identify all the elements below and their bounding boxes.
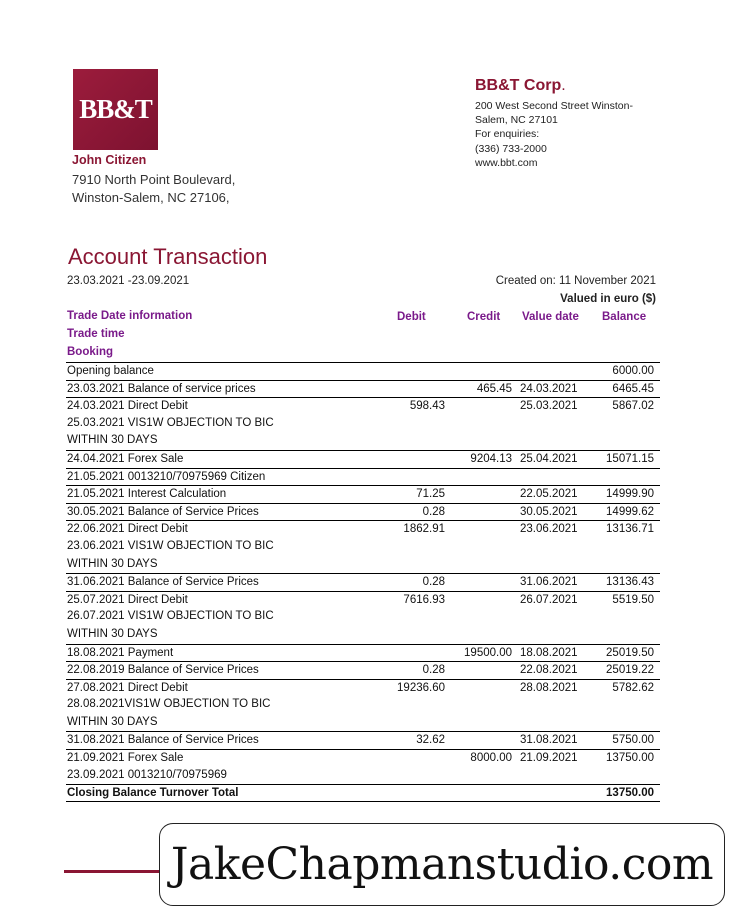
row-balance: 5867.02 [612, 400, 654, 413]
watermark-banner [159, 823, 725, 906]
bank-name-text: BB&T Corp [475, 77, 562, 94]
bank-address-line1: 200 West Second Street Winston- [475, 100, 633, 112]
table-row [66, 679, 660, 697]
column-header-value-date: Value date [522, 311, 579, 323]
row-description: 25.03.2021 VIS1W OBJECTION TO BIC [67, 416, 274, 429]
row-description: WITHIN 30 DAYS [67, 627, 158, 640]
row-debit: 0.28 [422, 505, 445, 518]
column-header-balance: Balance [602, 311, 647, 323]
row-balance: 5750.00 [612, 734, 654, 747]
row-value-date: 25.03.2021 [520, 400, 578, 413]
column-header-trade-time: Trade time [67, 328, 125, 340]
row-balance: 6465.45 [612, 382, 654, 395]
table-row [66, 573, 660, 591]
bank-enquiries-label: For enquiries: [475, 128, 540, 141]
row-balance: 15071.15 [606, 452, 654, 465]
bank-phone: (336) 733-2000 [475, 142, 547, 155]
watermark-text: JakeChapmanstudio.com [170, 839, 714, 890]
table-row [66, 556, 660, 574]
table-row [66, 520, 660, 538]
statement-period: 23.03.2021 -23.09.2021 [67, 275, 190, 287]
row-balance: 25019.50 [606, 646, 654, 659]
row-debit: 598.43 [409, 400, 445, 413]
row-description: 26.07.2021 VIS1W OBJECTION TO BIC [67, 610, 274, 623]
row-debit: 0.28 [422, 576, 445, 589]
row-debit: 32.62 [416, 734, 445, 747]
table-row [66, 485, 660, 503]
row-debit: 7616.93 [403, 593, 445, 606]
customer-address-line1: 7910 North Point Boulevard, [72, 172, 236, 187]
table-row [66, 380, 660, 398]
row-balance: 6000.00 [612, 365, 654, 377]
table-row [66, 397, 660, 415]
row-value-date: 21.09.2021 [520, 752, 578, 765]
row-value-date: 28.08.2021 [520, 681, 578, 694]
row-description: WITHIN 30 DAYS [67, 557, 158, 570]
row-description: 25.07.2021 Direct Debit [67, 593, 188, 606]
row-balance: 14999.62 [606, 505, 654, 518]
row-balance: 13136.43 [606, 576, 654, 589]
customer-address-line2: Winston-Salem, NC 27106, [72, 190, 230, 205]
table-row [66, 538, 660, 556]
row-debit: 71.25 [416, 488, 445, 501]
bank-name-suffix: . [561, 77, 566, 94]
table-row [66, 608, 660, 626]
bank-website: www.bbt.com [475, 156, 538, 169]
table-row [66, 450, 660, 468]
bank-name [475, 77, 566, 95]
bank-contact-info [475, 99, 655, 170]
row-description: 18.08.2021 Payment [67, 646, 174, 659]
table-row [66, 714, 660, 732]
row-credit: 465.45 [476, 382, 512, 395]
table-row [66, 749, 660, 767]
table-row [66, 468, 660, 486]
bbt-logo [73, 69, 158, 150]
valued-in: Valued in euro ($) [560, 293, 656, 305]
row-credit: 19500.00 [464, 646, 512, 659]
row-value-date: 31.08.2021 [520, 734, 578, 747]
row-value-date: 26.07.2021 [520, 593, 578, 606]
row-balance: 13136.71 [606, 523, 654, 536]
row-description: 23.03.2021 Balance of service prices [67, 382, 256, 395]
row-description: 31.06.2021 Balance of Service Prices [67, 576, 259, 589]
row-value-date: 25.04.2021 [520, 452, 578, 465]
footer-rule [64, 870, 164, 873]
row-value-date: 22.05.2021 [520, 488, 578, 501]
column-header-trade-date: Trade Date information [67, 310, 193, 322]
created-on: Created on: 11 November 2021 [495, 275, 656, 287]
row-description: 27.08.2021 Direct Debit [67, 681, 188, 694]
table-row [66, 591, 660, 609]
row-credit: 9204.13 [470, 452, 512, 465]
table-row [66, 503, 660, 521]
row-value-date: 31.06.2021 [520, 576, 578, 589]
table-row [66, 661, 660, 679]
row-debit: 0.28 [422, 664, 445, 677]
row-value-date: 22.08.2021 [520, 664, 578, 677]
table-row [66, 626, 660, 644]
row-description: WITHIN 30 DAYS [67, 715, 158, 728]
row-value-date: 18.08.2021 [520, 646, 578, 659]
row-description: Closing Balance Turnover Total [67, 787, 239, 800]
row-description: 31.08.2021 Balance of Service Prices [67, 734, 259, 747]
customer-name: John Citizen [72, 153, 147, 167]
table-row [66, 362, 660, 380]
row-debit: 1862.91 [403, 523, 445, 536]
row-description: 22.06.2021 Direct Debit [67, 523, 188, 536]
customer-address [72, 171, 235, 207]
closing-balance-row [66, 784, 660, 802]
row-description: 21.09.2021 Forex Sale [67, 752, 184, 765]
table-row [66, 432, 660, 450]
row-description: 24.03.2021 Direct Debit [67, 400, 188, 413]
table-row [66, 767, 660, 785]
row-balance: 25019.22 [606, 664, 654, 677]
row-value-date: 23.06.2021 [520, 523, 578, 536]
document-title: Account Transaction [68, 244, 268, 269]
row-description: 24.04.2021 Forex Sale [67, 452, 184, 465]
row-balance: 5782.62 [612, 681, 654, 694]
row-balance: 13750.00 [606, 787, 654, 800]
table-row [66, 415, 660, 433]
table-row [66, 644, 660, 662]
bank-address-line2: Salem, NC 27101 [475, 114, 558, 127]
row-description: 23.06.2021 VIS1W OBJECTION TO BIC [67, 539, 274, 552]
row-description: 28.08.2021VIS1W OBJECTION TO BIC [67, 698, 271, 711]
column-header-credit: Credit [467, 311, 501, 323]
row-description: 23.09.2021 0013210/70975969 [67, 768, 227, 781]
table-row [66, 696, 660, 714]
logo-text: BB&T [79, 94, 152, 124]
row-description: 22.08.2019 Balance of Service Prices [67, 664, 259, 677]
row-description: Opening balance [67, 365, 154, 377]
transaction-table [66, 362, 660, 802]
row-description: 21.05.2021 Interest Calculation [67, 488, 227, 501]
column-header-booking: Booking [67, 346, 113, 358]
row-value-date: 24.03.2021 [520, 382, 578, 395]
row-balance: 14999.90 [606, 488, 654, 501]
row-debit: 19236.60 [397, 681, 445, 694]
row-balance: 13750.00 [606, 752, 654, 765]
row-description: 21.05.2021 0013210/70975969 Citizen [67, 470, 266, 483]
column-header-debit: Debit [397, 311, 426, 323]
row-balance: 5519.50 [612, 593, 654, 606]
row-credit: 8000.00 [470, 752, 512, 765]
row-value-date: 30.05.2021 [520, 505, 578, 518]
row-description: 30.05.2021 Balance of Service Prices [67, 505, 259, 518]
row-description: WITHIN 30 DAYS [67, 434, 158, 447]
table-row [66, 731, 660, 749]
